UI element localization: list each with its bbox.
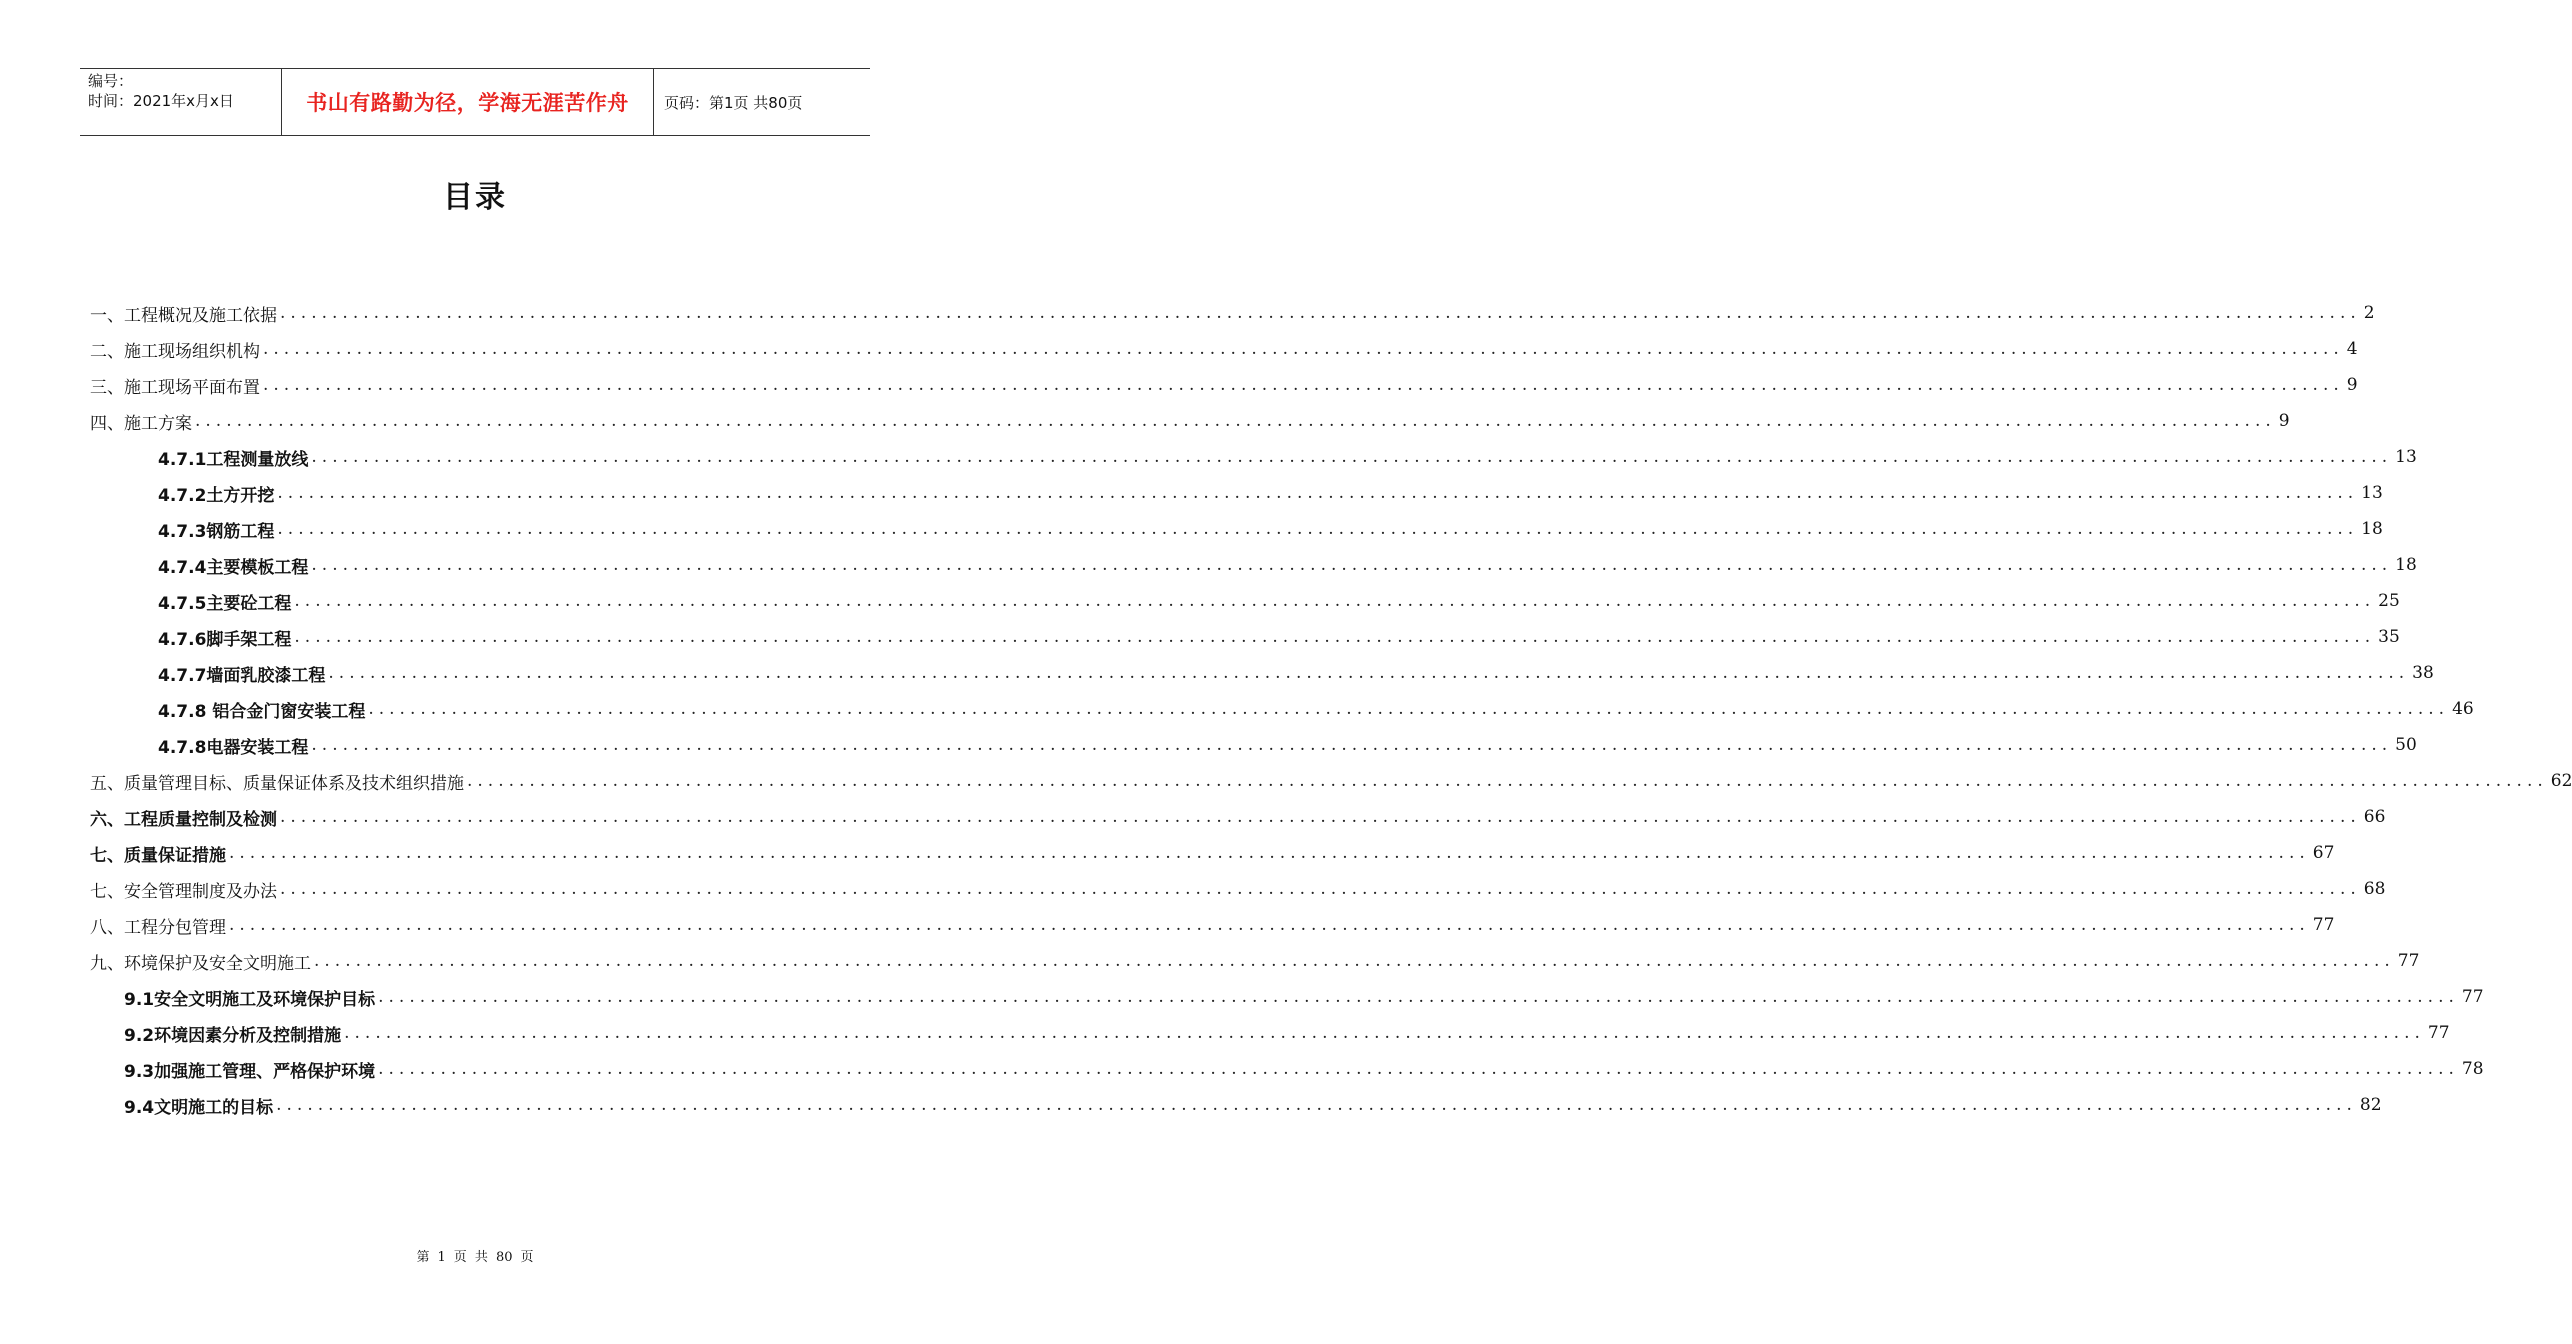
toc-entry-title: 工程概况及施工依据 (124, 305, 277, 326)
toc-leader-dots: ........................................................................................................................................................................................................ (280, 303, 2361, 323)
toc-leader-dots: ........................................................................................................................................................................................................ (344, 1023, 2425, 1043)
toc-leader-dots: ........................................................................................................................................................................................................ (368, 699, 2450, 719)
toc-entry[interactable] (90, 619, 2400, 655)
toc-entry[interactable] (90, 979, 2484, 1015)
toc-entry-page: 4 (2346, 339, 2358, 359)
header-left-cell (80, 69, 281, 135)
toc-entry-title: 施工方案 (124, 413, 192, 434)
toc-entry-page: 2 (2363, 303, 2375, 323)
toc-leader-dots: ........................................................................................................................................................................................................ (277, 483, 2359, 503)
toc-entry-title: 八、工程分包管理 (90, 917, 226, 938)
footer-suffix: 页 (520, 1250, 534, 1265)
toc-leader-dots: ........................................................................................................................................................................................................ (277, 519, 2359, 539)
toc-leader-dots: ........................................................................................................................................................................................................ (229, 915, 2310, 935)
toc-entry[interactable] (90, 367, 2358, 403)
toc-entry-title: 9.1安全文明施工及环境保护目标 (124, 989, 376, 1010)
toc-entry[interactable] (90, 475, 2383, 511)
toc-entry-title: 九、环境保护及安全文明施工 (90, 953, 311, 974)
toc-leader-dots: ........................................................................................................................................................................................................ (314, 951, 2395, 971)
toc-leader-dots: ........................................................................................................................................................................................................ (280, 807, 2361, 827)
page-footer (0, 1246, 950, 1265)
doc-number-label: 编号： (88, 72, 134, 90)
toc-entry[interactable] (90, 1051, 2484, 1087)
toc-leader-dots: ........................................................................................................................................................................................................ (294, 627, 2376, 647)
toc-entry-page: 62 (2550, 771, 2572, 791)
toc-entry-title: 4.7.8 铝合金门窗安装工程 (158, 701, 366, 722)
toc-leader-dots: ........................................................................................................................................................................................................ (378, 1059, 2459, 1079)
toc-entry-title: 七、质量保证措施 (90, 845, 226, 866)
toc-leader-dots: ........................................................................................................................................................................................................ (229, 843, 2310, 863)
toc-entry-page: 77 (2427, 1023, 2450, 1043)
toc-entry[interactable] (90, 763, 2572, 799)
toc-entry-title: 施工现场平面布置 (124, 377, 260, 398)
toc-entry[interactable] (90, 403, 2290, 439)
toc-entry[interactable] (90, 691, 2474, 727)
toc-entry[interactable] (90, 1015, 2450, 1051)
toc-entry-page: 82 (2359, 1095, 2382, 1115)
toc-entry-title: 六、工程质量控制及检测 (90, 809, 277, 830)
toc-entry-page: 78 (2461, 1059, 2484, 1079)
toc-entry-page: 35 (2378, 627, 2400, 647)
toc-entry[interactable] (90, 583, 2400, 619)
header-motto: 书山有路勤为径，学海无涯苦作舟 (281, 69, 654, 135)
toc-entry[interactable] (90, 871, 2386, 907)
header-page-info: 页码：第1页 共80页 (664, 93, 803, 112)
toc-entry-title: 9.3加强施工管理、严格保护环境 (124, 1061, 376, 1082)
toc-entry-title: 4.7.7墙面乳胶漆工程 (158, 665, 326, 686)
toc-entry-page: 25 (2378, 591, 2400, 611)
table-of-contents (90, 295, 2572, 1123)
toc-entry[interactable] (90, 943, 2420, 979)
toc-entry[interactable] (90, 799, 2386, 835)
footer-middle: 页 共 (453, 1250, 488, 1265)
toc-entry-number: 四、 (90, 413, 124, 434)
toc-entry-page: 77 (2397, 951, 2420, 971)
toc-leader-dots: ........................................................................................................................................................................................................ (280, 879, 2361, 899)
toc-entry[interactable] (90, 295, 2375, 331)
toc-entry-number: 三、 (90, 377, 124, 398)
toc-entry-page: 9 (2346, 375, 2358, 395)
toc-leader-dots: ........................................................................................................................................................................................................ (276, 1095, 2357, 1115)
toc-entry-title: 4.7.1工程测量放线 (158, 449, 309, 470)
toc-leader-dots: ........................................................................................................................................................................................................ (467, 771, 2548, 791)
toc-leader-dots: ........................................................................................................................................................................................................ (378, 987, 2459, 1007)
toc-entry-page: 38 (2412, 663, 2434, 683)
toc-entry-title: 施工现场组织机构 (124, 341, 260, 362)
toc-entry-title: 五、质量管理目标、质量保证体系及技术组织措施 (90, 773, 464, 794)
page-header (80, 68, 870, 136)
toc-entry-page: 66 (2363, 807, 2386, 827)
toc-entry-title: 4.7.4主要模板工程 (158, 557, 309, 578)
toc-entry-page: 18 (2361, 519, 2383, 539)
footer-current-page: 1 (437, 1250, 446, 1265)
toc-entry-page: 13 (2361, 483, 2383, 503)
toc-entry-title: 4.7.5主要砼工程 (158, 593, 292, 614)
toc-entry-title: 9.2环境因素分析及控制措施 (124, 1025, 342, 1046)
toc-entry-page: 77 (2312, 915, 2335, 935)
toc-entry[interactable] (90, 331, 2358, 367)
toc-entry-title: 七、安全管理制度及办法 (90, 881, 277, 902)
toc-leader-dots: ........................................................................................................................................................................................................ (263, 339, 2344, 359)
toc-entry[interactable] (90, 835, 2335, 871)
toc-entry-title: 4.7.3钢筋工程 (158, 521, 275, 542)
toc-leader-dots: ........................................................................................................................................................................................................ (195, 411, 2276, 431)
toc-entry-title: 4.7.2土方开挖 (158, 485, 275, 506)
toc-entry[interactable] (90, 907, 2335, 943)
toc-leader-dots: ........................................................................................................................................................................................................ (311, 555, 2393, 575)
toc-entry-title: 4.7.6脚手架工程 (158, 629, 292, 650)
toc-entry-number: 一、 (90, 305, 124, 326)
toc-leader-dots: ........................................................................................................................................................................................................ (311, 735, 2393, 755)
toc-leader-dots: ........................................................................................................................................................................................................ (263, 375, 2344, 395)
footer-prefix: 第 (416, 1250, 430, 1265)
toc-leader-dots: ........................................................................................................................................................................................................ (294, 591, 2376, 611)
toc-entry[interactable] (90, 547, 2417, 583)
toc-entry-page: 13 (2395, 447, 2417, 467)
toc-entry-page: 9 (2278, 411, 2290, 431)
toc-leader-dots: ........................................................................................................................................................................................................ (311, 447, 2393, 467)
toc-entry-title: 4.7.8电器安装工程 (158, 737, 309, 758)
toc-entry[interactable] (90, 511, 2383, 547)
toc-entry-page: 67 (2312, 843, 2335, 863)
footer-total-pages: 80 (495, 1250, 513, 1265)
page-title: 目录 (443, 180, 507, 215)
toc-entry-page: 77 (2461, 987, 2484, 1007)
toc-entry[interactable] (90, 655, 2434, 691)
toc-entry-title: 9.4文明施工的目标 (124, 1097, 274, 1118)
doc-time-label: 时间：2021年x月x日 (88, 92, 234, 110)
toc-entry[interactable] (90, 1087, 2382, 1123)
toc-leader-dots: ........................................................................................................................................................................................................ (328, 663, 2410, 683)
toc-entry-page: 46 (2452, 699, 2474, 719)
toc-entry-page: 18 (2395, 555, 2417, 575)
toc-entry-page: 68 (2363, 879, 2386, 899)
toc-entry-page: 50 (2395, 735, 2417, 755)
toc-entry[interactable] (90, 439, 2417, 475)
toc-entry-number: 二、 (90, 341, 124, 362)
toc-entry[interactable] (90, 727, 2417, 763)
